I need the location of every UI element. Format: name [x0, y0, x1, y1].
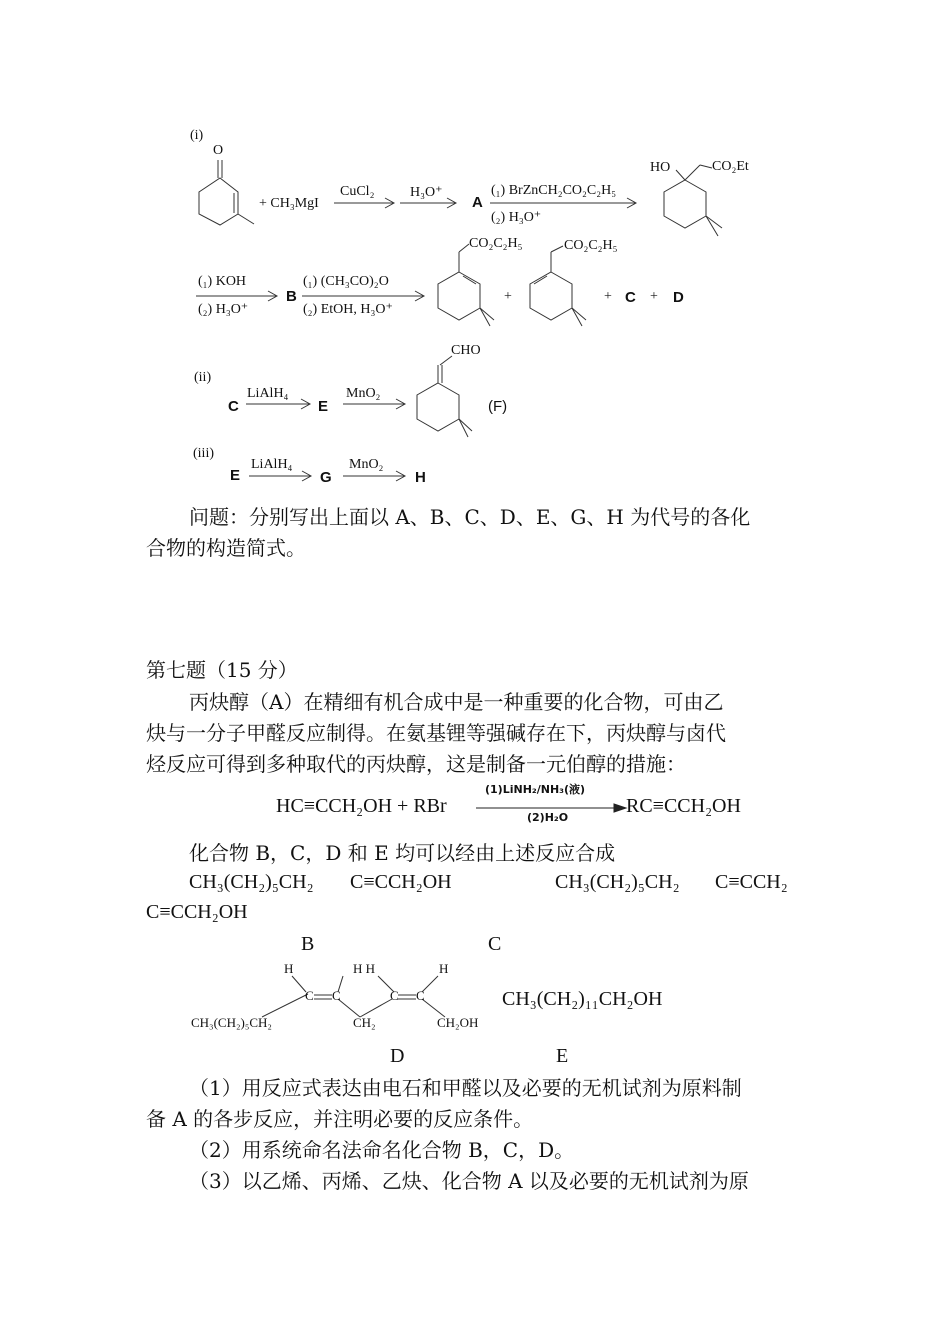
scheme-iii-lialh4: LiAlH₄ — [251, 457, 293, 472]
compound-b-label: B — [286, 288, 297, 305]
aldehyde-f-structure — [417, 356, 472, 437]
q7-p1-line3: 烃反应可得到多种取代的丙炔醇，这是制备一元伯醇的措施： — [146, 752, 686, 776]
scheme-iii-e: E — [230, 467, 241, 484]
reagent-h3o: H₃O⁺ — [410, 185, 443, 200]
scheme-ii-label: (ii) — [194, 370, 212, 385]
scheme-iii-label: (iii) — [193, 446, 214, 461]
ester2-label: CO₂C₂H₅ — [564, 238, 618, 253]
d-h-right: H — [439, 961, 449, 976]
reagent-ac2o-step1: (₁) (CH₃CO)₂O — [303, 274, 389, 289]
equation-right: RC≡CCH₂OH — [626, 795, 741, 817]
equation-left: HC≡CCH₂OH + RBr — [276, 795, 447, 817]
cyclohexenone-structure — [199, 160, 254, 225]
scheme-i-label: (i) — [190, 128, 204, 143]
plus-sign-3: + — [650, 289, 658, 304]
formula-c-part2: C≡CCH₂ — [715, 871, 788, 893]
q7-sub2: （2）用系统命名法命名化合物 B，C，D。 — [189, 1138, 575, 1162]
formula-b-part2: C≡CCH₂OH — [350, 871, 452, 893]
hydroxy-ester-structure — [664, 165, 722, 236]
compound-d-caption: D — [390, 1045, 405, 1067]
q7-sub1-line2: 备 A 的各步反应，并注明必要的反应条件。 — [146, 1107, 534, 1131]
d-carbon-4: C — [416, 988, 425, 1003]
d-h-middle: H H — [353, 961, 376, 976]
arrow-ac2o — [302, 291, 424, 301]
scheme-iii-mno2: MnO₂ — [349, 457, 384, 472]
plus-sign-1: + — [504, 289, 512, 304]
reagent-ac2o-step2: (₂) EtOH, H₃O⁺ — [303, 302, 393, 317]
ester1-label: CO₂C₂H₅ — [469, 236, 523, 251]
compound-d-label: D — [673, 289, 684, 306]
reagent-brzn-step2: (₂) H₃O⁺ — [491, 210, 542, 225]
plus-ch3mgi: + CH₃MgI — [259, 196, 319, 211]
equation-condition-2: (2)H₂O — [527, 811, 569, 824]
scheme-iii-h: H — [415, 469, 426, 486]
q7-p1-line2: 炔与一分子甲醛反应制得。在氨基锂等强碱存在下，丙炔醇与卤代 — [146, 721, 726, 745]
arrow-brzn — [490, 198, 636, 208]
q7-p2: 化合物 B，C，D 和 E 均可以经由上述反应合成 — [189, 841, 616, 865]
compound-b-caption: B — [301, 933, 315, 955]
scheme-ii-lialh4: LiAlH₄ — [247, 386, 289, 401]
d-h-left: H — [284, 961, 294, 976]
ester2-structure — [530, 246, 586, 326]
d-left-chain: CH₃(CH₂)₅CH₂ — [191, 1015, 272, 1030]
formula-b-part1: CH₃(CH₂)₅CH₂ — [189, 871, 314, 893]
plus-sign-2: + — [604, 289, 612, 304]
formula-c-part3: C≡CCH₂OH — [146, 901, 248, 923]
ester1-structure — [438, 244, 494, 326]
formula-c-part1: CH₃(CH₂)₅CH₂ — [555, 871, 680, 893]
product-ho: HO — [650, 160, 671, 175]
reagent-koh-step2: (₂) H₃O⁺ — [198, 302, 249, 317]
carbonyl-oxygen: O — [213, 143, 224, 158]
compound-e-caption: E — [556, 1045, 569, 1067]
question6-line2: 合物的构造简式。 — [146, 536, 306, 560]
compound-c-label: C — [625, 289, 636, 306]
reagent-cucl2: CuCl₂ — [340, 184, 375, 199]
scheme-ii-c: C — [228, 398, 239, 415]
d-ch2oh: CH₂OH — [437, 1015, 479, 1030]
question6-line1: 问题：分别写出上面以 A、B、C、D、E、G、H 为代号的各化 — [189, 505, 751, 529]
compound-c-caption: C — [488, 933, 502, 955]
d-carbon-1: C — [305, 988, 314, 1003]
d-carbon-2: C — [332, 988, 341, 1003]
scheme-ii-mno2: MnO₂ — [346, 386, 381, 401]
compound-f-label: (F) — [488, 398, 508, 415]
d-middle-ch2: CH₂ — [353, 1015, 376, 1030]
scheme-iii-g: G — [320, 469, 332, 486]
reagent-brzn-step1: (₁) BrZnCH₂CO₂C₂H₅ — [491, 183, 617, 198]
equation-condition-1: (1)LiNH₂/NH₃(液) — [485, 783, 586, 796]
reagent-koh-step1: (₁) KOH — [198, 274, 247, 289]
q7-sub1-line1: （1）用反应式表达由电石和甲醛以及必要的无机试剂为原料制 — [189, 1076, 742, 1100]
d-carbon-3: C — [390, 988, 399, 1003]
arrow-koh — [196, 291, 277, 301]
q7-title: 第七题（15 分） — [146, 658, 298, 682]
formula-e: CH₃(CH₂)₁₁CH₂OH — [502, 988, 663, 1010]
q7-sub3: （3）以乙烯、丙烯、乙炔、化合物 A 以及必要的无机试剂为原 — [189, 1169, 749, 1193]
compound-a-label: A — [472, 194, 483, 211]
scheme-ii-e: E — [318, 398, 329, 415]
aldehyde-cho: CHO — [451, 343, 481, 358]
product-co2et: CO₂Et — [712, 159, 749, 174]
q7-p1-line1: 丙炔醇（A）在精细有机合成中是一种重要的化合物，可由乙 — [189, 690, 724, 714]
